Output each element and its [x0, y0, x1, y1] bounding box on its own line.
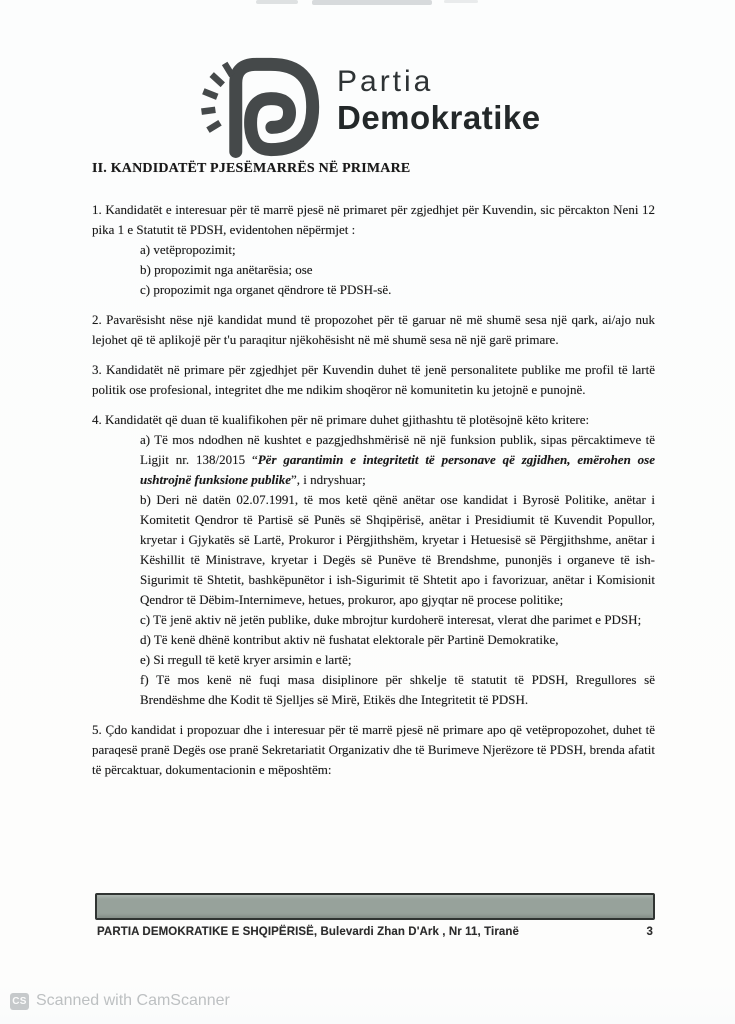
item-a-text: a) Të mos ndodhen në kushtet e pazgjedhshmërisë në një funksion publik, sipas përcaktimeve të Ligjit nr. 138/2015 “ [140, 432, 655, 467]
paragraph-2 [92, 310, 655, 350]
party-wordmark [337, 55, 541, 137]
camscanner-watermark [10, 992, 230, 1010]
scan-artifact [256, 0, 298, 4]
footer-separator-bar [95, 893, 655, 920]
paragraph-4-item-a [140, 430, 655, 490]
law-title-quote: Për garantimin e integritetit të personave që zgjidhen, emërohen ose ushtrojnë funksione publike [140, 452, 655, 487]
paragraph-2-text: 2. Pavarësisht nëse një kandidat mund të propozohet për të garuar në më shumë sesa një qark, ai/ajo nuk lejohet që të aplikojë për t'u paraqitur njëkohësisht në më shumë sesa në një garë primare. [92, 312, 655, 347]
paragraph-3 [92, 360, 655, 400]
brand-name-line2: Demokratike [337, 99, 541, 136]
paragraph-1-intro: 1. Kandidatët e interesuar për të marrë pjesë në primaret për zgjedhjet për Kuvendin, sic përcakton Neni 12 pika 1 e Statutit të PDSH, evidentohen nëpërmjet : [92, 202, 655, 237]
page-number: 3 [646, 926, 653, 938]
partia-demokratike-logo-icon [195, 55, 321, 159]
camscanner-label: Scanned with CamScanner [36, 992, 230, 1009]
paragraph-3-text: 3. Kandidatët në primare për zgjedhjet për Kuvendin duhet të jenë personalitete publike me profil të lartë politik ose profesional, integritet dhe me ndikim shoqëror në komunitetin ku jetojnë e punojnë. [92, 362, 655, 397]
paragraph-5-text: 5. Çdo kandidat i propozuar dhe i interesuar për të marrë pjesë në primare apo që vetëpropozohet, duhet të paraqesë pranë Degës ose pranë Sekretariatit Organizativ dhe të Burimeve Njerëzore të PDSH, brenda afatit të përcaktuar, dokumentacionin e mëposhtëm: [92, 722, 655, 777]
paragraph-4 [92, 410, 655, 710]
paragraph-4-item-d: d) Të kenë dhënë kontribut aktiv në fushatat elektorale për Partinë Demokratike, [140, 632, 559, 647]
paragraph-4-item-f: f) Të mos kenë në fuqi masa disiplinore për shkelje të statutit të PDSH, Rregullores së Brendëshme dhe Kodit të Sjelljes së Mirë, Etikës dhe Integritetit të PDSH. [140, 672, 655, 707]
paragraph-4-intro: 4. Kandidatët që duan të kualifikohen për në primare duhet gjithashtu të plotësojnë këto kritere: [92, 412, 590, 427]
camscanner-icon: CS [10, 993, 29, 1010]
paragraph-1 [92, 200, 655, 300]
scan-artifact [444, 0, 478, 3]
paragraph-4-item-b: b) Deri në datën 02.07.1991, të mos ketë qënë anëtar ose kandidat i Byrosë Politike, anëtar i Komitetit Qendror të Partisë së Punës së Shqipërisë, anëtar i Presidiumit të Kuvendit Popullor, kryetar i Gjykatës së Lartë, Prokuror i Përgjithshëm, kryetar i Hetuesisë së Përgjithshme, anëtar i Këshillit të Ministrave, kryetar i Degës së Punëve të Brendshme, punonjës i organeve të ish-Sigurimit të Shtetit, bashkëpunëtor i ish-Sigurimit të Shtetit apo i favorizuar, anëtar i Komisionit Qendror të Dëbim-Internimeve, hetues, prokuror, apo gjyqtar në procese politike; [140, 492, 655, 607]
paragraph-4-item-e: e) Si rregull të ketë kryer arsimin e lartë; [140, 652, 352, 667]
party-letterhead [195, 55, 541, 159]
paragraph-1-item-b: b) propozimit nga anëtarësia; ose [140, 262, 313, 277]
document-body [92, 200, 655, 790]
scan-artifact [312, 0, 432, 5]
item-a-suffix: ”, i ndryshuar; [291, 472, 366, 487]
paragraph-5 [92, 720, 655, 780]
brand-name-line1: Partia [337, 65, 434, 98]
party-address: PARTIA DEMOKRATIKE E SHQIPËRISË, Bulevardi Zhan D'Ark , Nr 11, Tiranë [97, 926, 520, 938]
section-heading: II. KANDIDATËT PJESËMARRËS NË PRIMARE [92, 161, 411, 176]
page-footer [97, 926, 653, 938]
paragraph-4-item-c: c) Të jenë aktiv në jetën publike, duke mbrojtur kurdoherë interesat, vlerat dhe parimet e PDSH; [140, 612, 642, 627]
paragraph-1-item-c: c) propozimit nga organet qëndrore të PDSH-së. [140, 282, 392, 297]
paragraph-1-item-a: a) vetëpropozimit; [140, 242, 236, 257]
